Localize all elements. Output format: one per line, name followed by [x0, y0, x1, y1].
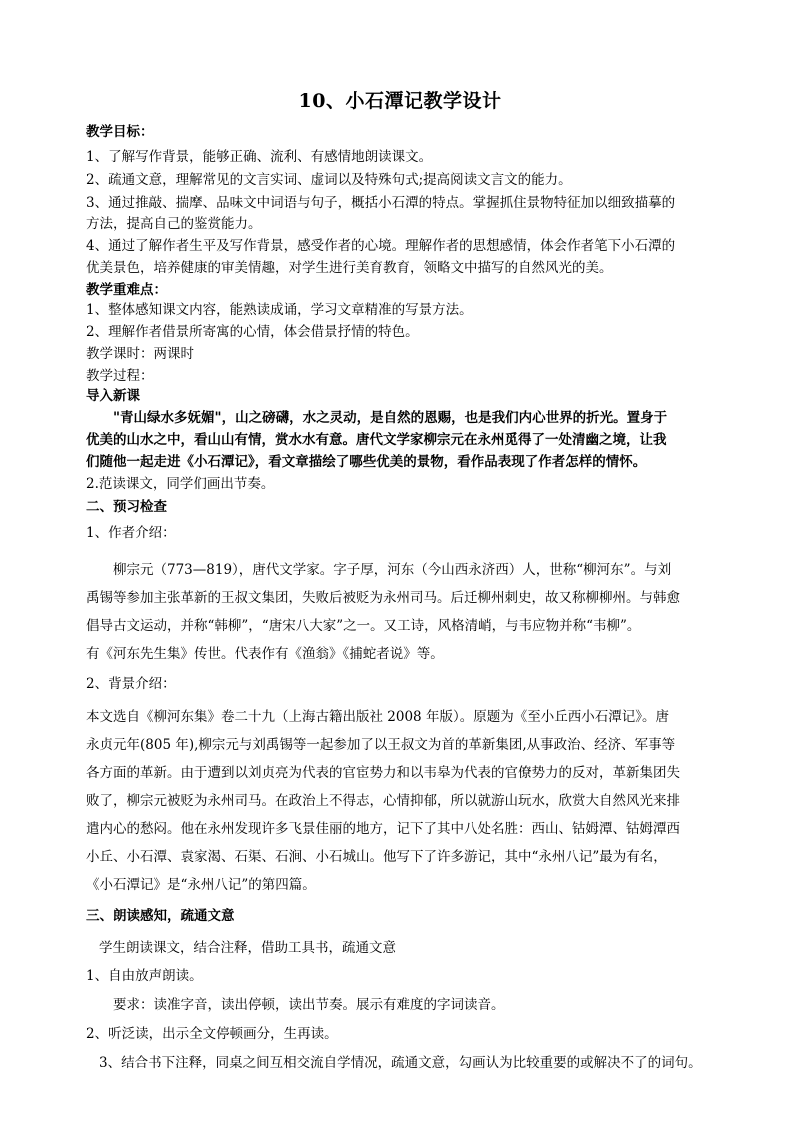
text-line: 导入新课 — [86, 388, 140, 404]
text-line: 禹锡等参加主张革新的王叔文集团，失败后被贬为永州司马。后迁柳州刺史，故又称柳柳州。与韩愈 — [86, 590, 680, 606]
text-line: 3、结合书下注释，同桌之间互相交流自学情况，疏通文意，勾画认为比较重要的或解决不了的词句。 — [99, 1055, 702, 1071]
text-line: 1、了解写作背景，能够正确、流利、有感情地朗读课文。 — [86, 149, 433, 165]
text-line: 2、疏通文意，理解常见的文言实词、虚词以及特殊句式;提高阅读文言文的能力。 — [86, 172, 572, 188]
text-line: 方法，提高自己的鉴赏能力。 — [86, 216, 262, 232]
text-line: 本文选自《柳河东集》卷二十九（上海古籍出版社 2008 年版）。原题为《至小丘西小石潭记》。唐 — [86, 709, 669, 725]
text-line: 1、整体感知课文内容，能熟读成诵，学习文章精准的写景方法。 — [86, 302, 473, 318]
text-line: 小丘、小石潭、袁家渴、石渠、石涧、小石城山。他写下了许多游记，其中“永州八记”最为有名， — [86, 849, 667, 865]
text-line: 二、预习检查 — [86, 499, 167, 515]
text-line: 《小石潭记》是“永州八记”的第四篇。 — [86, 877, 316, 893]
text-line: 有《河东先生集》传世。代表作有《渔翁》《捕蛇者说》等。 — [86, 646, 444, 662]
text-line: 2.范读课文，同学们画出节奏。 — [86, 476, 275, 492]
text-line: 永贞元年(805 年),柳宗元与刘禹锡等一起参加了以王叔文为首的革新集团,从事政治、经济、军事等 — [86, 737, 676, 753]
text-line: 遣内心的愁闷。他在永州发现许多飞景佳丽的地方，记下了其中八处名胜：西山、钴姆潭、钴姆潭西 — [86, 821, 680, 837]
text-line: 教学目标： — [86, 124, 154, 140]
text-line: 优美景色，培养健康的审美情趣，对学生进行美育教育，领略文中描写的自然风光的美。 — [86, 260, 613, 276]
page-title: 10、小石潭记教学设计 — [298, 90, 502, 112]
text-line: 教学课时：两课时 — [86, 346, 194, 362]
text-line: 4、通过了解作者生平及写作背景，感受作者的心境。理解作者的思想感情，体会作者笔下小石潭的 — [86, 238, 676, 254]
text-line: 教学重难点： — [86, 282, 167, 298]
text-line: 们随他一起走进《小石潭记》，看文章描绘了哪些优美的景物，看作品表现了作者怎样的情怀。 — [86, 454, 647, 470]
text-line: 2、背景介绍： — [86, 676, 176, 692]
text-line: 1、作者介绍： — [86, 525, 176, 541]
text-line: 倡导古文运动，并称“韩柳”，“唐宋八大家”之一。又工诗，风格清峭，与韦应物并称“韦柳”。 — [86, 618, 641, 634]
text-line: 3、通过推敲、揣摩、品味文中词语与句子，概括小石潭的特点。掌握抓住景物特征加以细致描摹的 — [86, 195, 676, 211]
text-line: 2、听泛读，出示全文停顿画分，生再读。 — [86, 1026, 338, 1042]
text-line: 学生朗读课文，结合注释，借助工具书，疏通文意 — [99, 940, 396, 956]
text-line: 优美的山水之中，看山山有情，赏水水有意。唐代文学家柳宗元在永州觅得了一处清幽之境，让我 — [86, 432, 667, 448]
text-line: 要求：读准字音，读出停顿，读出节奏。展示有难度的字词读音。 — [113, 997, 505, 1013]
text-line: 三、朗读感知，疏通文意 — [86, 908, 235, 924]
text-line: 2、理解作者借景所寄寓的心情，体会借景抒情的特色。 — [86, 324, 419, 340]
text-line: 柳宗元（773—819），唐代文学家。字子厚，河东（今山西永济西）人，世称“柳河东”。与刘 — [113, 562, 672, 578]
text-line: 教学过程： — [86, 368, 154, 384]
text-line: 败了，柳宗元被贬为永州司马。在政治上不得志，心情抑郁，所以就游山玩水，欣赏大自然风光来排 — [86, 793, 680, 809]
text-line: "青山绿水多妩媚"，山之磅礴，水之灵动，是自然的恩赐，也是我们内心世界的折光。置身于 — [113, 410, 668, 426]
text-line: 各方面的革新。由于遭到以刘贞亮为代表的官宦势力和以韦皋为代表的官僚势力的反对，革新集团失 — [86, 765, 680, 781]
text-line: 1、自由放声朗读。 — [86, 968, 203, 984]
